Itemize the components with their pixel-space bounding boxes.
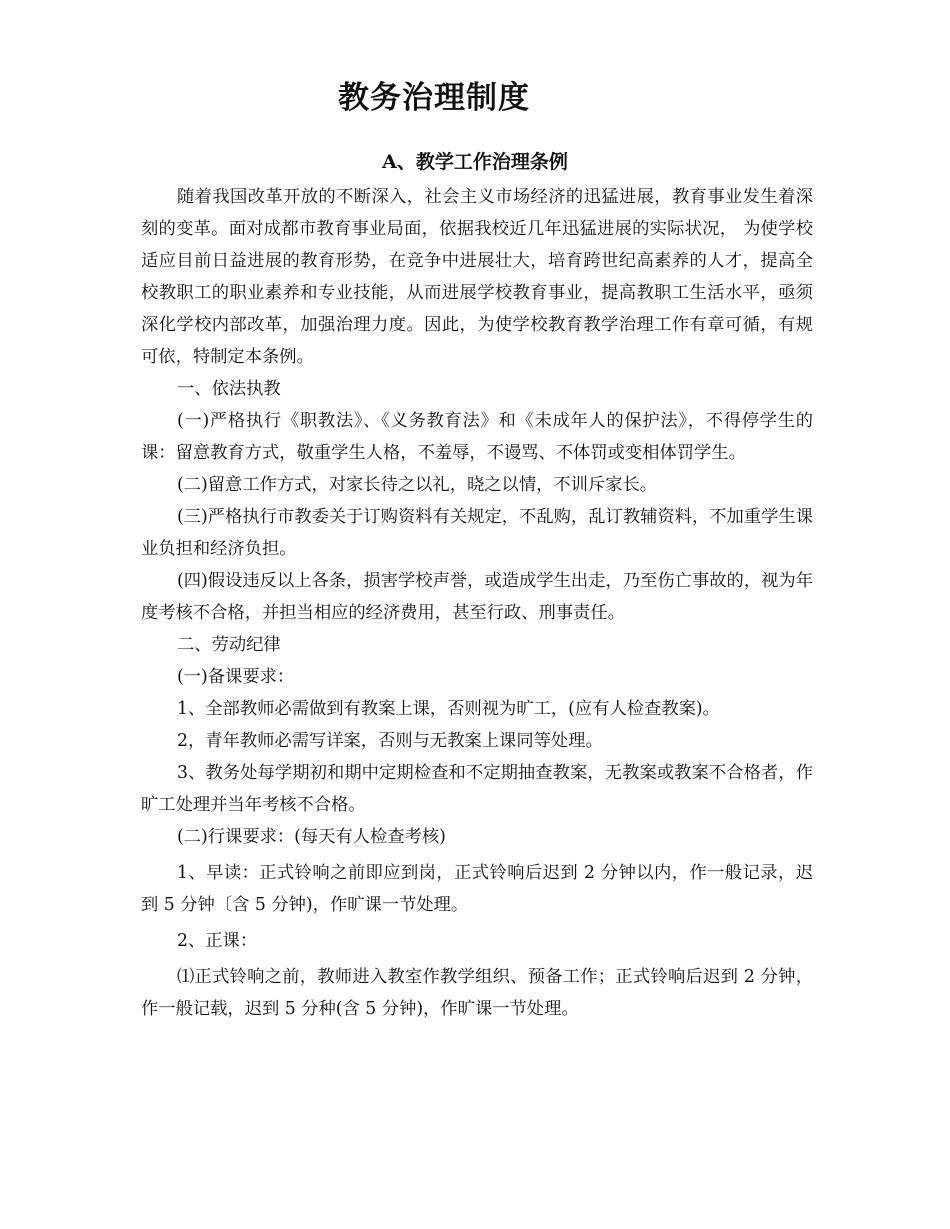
paragraph-item: ⑴正式铃响之前，教师进入教室作教学组织、预备工作；正式铃响后迟到 2 分钟，作一般记载，迟到 5 分种(含 5 分钟)，作旷课一节处理。 bbox=[141, 967, 813, 1019]
paragraph-item: (一)严格执行《职教法》、《义务教育法》和《未成年人的保护法》，不得停学生的课：留意教育方式，敬重学生人格，不羞辱，不谩骂、不体罚或变相体罚学生。 bbox=[141, 411, 813, 463]
paragraph-item: (三)严格执行市教委关于订购资料有关规定，不乱购，乱订教辅资料，不加重学生课业负担和经济负担。 bbox=[141, 507, 813, 559]
subheading-class-requirements: (二)行课要求：(每天有人检查考核) bbox=[177, 827, 446, 847]
paragraph-item: 1、全部教师必需做到有教案上课，否则视为旷工，(应有人检查教案)。 bbox=[177, 699, 720, 719]
section-heading: A、教学工作治理条例 bbox=[382, 151, 568, 173]
paragraph-item: 2，青年教师必需写详案，否则与无教案上课同等处理。 bbox=[177, 731, 603, 751]
paragraph-item: 3、教务处每学期初和期中定期检查和不定期抽查教案，无教案或教案不合格者，作旷工处理并当年考核不合格。 bbox=[141, 763, 813, 815]
paragraph-item: (四)假设违反以上各条，损害学校声誉，或造成学生出走，乃至伤亡事故的，视为年度考核不合格，并担当相应的经济费用，甚至行政、刑事责任。 bbox=[141, 571, 813, 623]
document-title: 教务治理制度 bbox=[338, 80, 530, 116]
paragraph-item: 1、早读：正式铃响之前即应到岗，正式铃响后迟到 2 分钟以内，作一般记录，迟到 5 分钟〔含 5 分钟)，作旷课一节处理。 bbox=[141, 863, 813, 915]
paragraph-item: (二)留意工作方式，对家长待之以礼，晓之以情，不训斥家长。 bbox=[177, 475, 658, 495]
paragraph-intro: 随着我国改革开放的不断深入，社会主义市场经济的迅猛进展，教育事业发生着深刻的变革。面对成都市教育事业局面，依据我校近几年迅猛进展的实际状况， 为使学校适应目前日益进展的教育形势，在竞争中进展壮大，培育跨世纪高素养的人才，提高全校教职工的职业素养和专业技能，从而进展学校教育事业，提高教职工生活水平，亟须深化学校内部改革，加强治理力度。因此，为使学校教育教学治理工作有章可循，有规可依，特制定本条例。 bbox=[141, 187, 813, 367]
subheading-regular-class: 2、正课： bbox=[177, 931, 258, 951]
heading-labor-discipline: 二、劳动纪律 bbox=[177, 635, 281, 655]
heading-lawful-teaching: 一、依法执教 bbox=[177, 379, 281, 399]
document-body bbox=[141, 181, 813, 1025]
subheading-lesson-prep: (一)备课要求： bbox=[177, 667, 295, 687]
